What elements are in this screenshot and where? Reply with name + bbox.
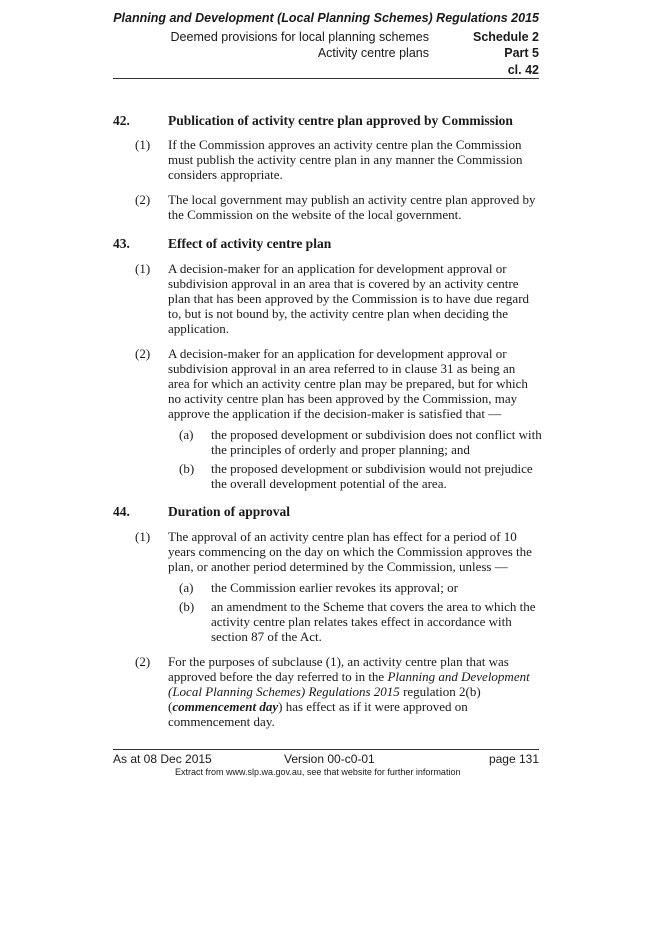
paragraph-letter: (a) [179,580,194,595]
subclause-number: (2) [135,654,151,669]
header-row-schedule [171,30,539,44]
subclause-text-part: regulation 2(b) ( [168,684,481,714]
paragraph-letter: (b) [179,599,195,614]
subclause-number: (1) [135,529,151,544]
paragraph-44-1-b [113,599,543,644]
header-title: Planning and Development (Local Planning Schemes) Regulations 2015 [113,11,539,25]
subclause-number: (2) [135,346,151,361]
subclause-number: (2) [135,192,151,207]
footer-version: Version 00-c0-01 [284,752,375,766]
paragraph-44-1-a [113,580,543,595]
subclause-text [168,654,540,729]
subclause-number: (1) [135,261,151,276]
subclause-44-1 [113,529,543,574]
subclause-42-1 [113,137,543,182]
paragraph-letter: (a) [179,427,194,442]
footer-date: As at 08 Dec 2015 [113,752,212,766]
subclause-43-2 [113,346,543,421]
header-clause-label: cl. 42 [507,63,539,77]
subclause-43-1 [113,261,543,336]
subclause-text: The approval of an activity centre plan has effect for a period of 10 years commencing on the day on which the Commission approves the plan, or another period determined by the Commission, unless — [168,529,532,574]
paragraph-43-2-a [113,427,543,457]
subclause-text: A decision-maker for an application for development approval or subdivision approval in an area referred to in clause 31 as being an area for which an activity centre plan may be prepared, but for which no activity centre plan has been approved by the Commission, may approve the application if the decision-maker is satisfied that — [168,346,528,421]
header-divider [113,78,539,79]
paragraph-text: the proposed development or subdivision would not prejudice the overall development potential of the area. [211,461,533,491]
header-division-name: Deemed provisions for local planning schemes [170,30,429,44]
section-title: Publication of activity centre plan approved by Commission [168,113,513,128]
footer-divider [113,749,539,750]
paragraph-letter: (b) [179,461,195,476]
header-part-name: Activity centre plans [317,46,429,60]
paragraph-text: an amendment to the Scheme that covers the area to which the activity centre plan relates takes effect in accordance with section 87 of the Act. [211,599,536,644]
defined-term: commencement day [172,699,279,714]
paragraph-text: the proposed development or subdivision does not conflict with the principles of orderly and proper planning; and [211,427,542,457]
section-title: Duration of approval [168,504,291,519]
paragraph-text: the Commission earlier revokes its approval; or [211,580,458,595]
subclause-text: If the Commission approves an activity centre plan the Commission must publish the activity centre plan in any manner the Commission considers appropriate. [168,137,523,182]
subclause-42-2 [113,192,543,222]
paragraph-43-2-b [113,461,543,491]
subclause-text-part: ) has effect as if it were approved on commencement day. [168,699,468,729]
header-row-part [318,46,539,60]
regulation-citation: Planning and Development (Local Planning Schemes) Regulations 2015 [168,669,530,699]
subclause-text: The local government may publish an activity centre plan approved by the Commission on the website of the local government. [168,192,536,222]
footer-page-number: page 131 [488,752,539,766]
section-title: Effect of activity centre plan [168,236,332,251]
footer-extract-note: Extract from www.slp.wa.gov.au, see that website for further information [175,767,461,777]
section-number: 43. [113,236,130,251]
section-number: 42. [113,113,130,128]
header-schedule-label: Schedule 2 [473,30,539,44]
header-part-label: Part 5 [504,46,539,60]
section-number: 44. [113,504,130,519]
subclause-44-2 [113,654,543,729]
subclause-text-part: For the purposes of subclause (1), an activity centre plan that was approved before the day referred to in the [168,654,509,684]
subclause-text: A decision-maker for an application for development approval or subdivision approval in an area that is covered by an activity centre plan that has been approved by the Commission is to have due regard to, but is not bound by, the activity centre plan when deciding the application. [168,261,530,336]
subclause-number: (1) [135,137,151,152]
